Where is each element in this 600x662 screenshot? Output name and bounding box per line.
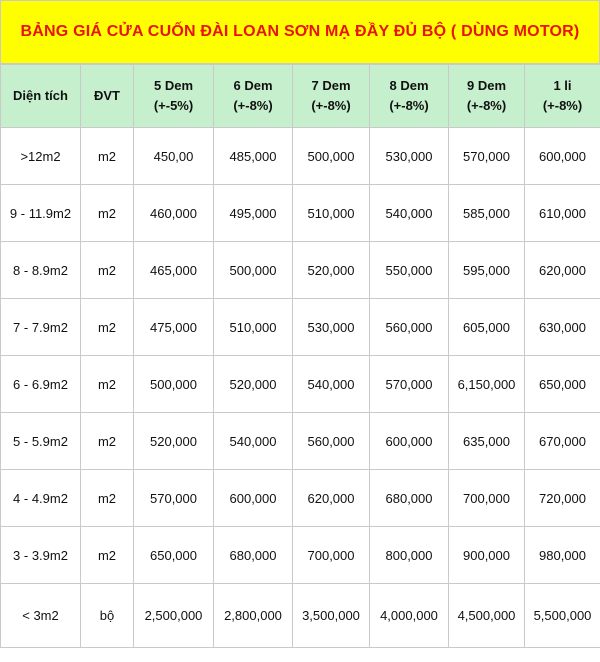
table-row <box>1 185 600 242</box>
header-6dem <box>214 65 293 128</box>
page-title: BẢNG GIÁ CỬA CUỐN ĐÀI LOAN SƠN MẠ ĐẦY ĐỦ BỘ ( DÙNG MOTOR) <box>0 0 600 64</box>
cell-unit: m2 <box>81 527 134 584</box>
cell-price: 520,000 <box>293 242 370 299</box>
cell-price: 465,000 <box>134 242 214 299</box>
cell-unit: m2 <box>81 413 134 470</box>
cell-area: 5 - 5.9m2 <box>1 413 81 470</box>
cell-price: 900,000 <box>449 527 525 584</box>
cell-unit: m2 <box>81 242 134 299</box>
table-row <box>1 356 600 413</box>
cell-price: 635,000 <box>449 413 525 470</box>
table-body <box>1 128 600 648</box>
cell-price: 800,000 <box>370 527 449 584</box>
header-9dem-tolerance: (+-8%) <box>466 98 507 113</box>
cell-price: 3,500,000 <box>293 584 370 648</box>
table-row <box>1 527 600 584</box>
cell-unit: m2 <box>81 299 134 356</box>
table-row <box>1 242 600 299</box>
cell-price: 570,000 <box>370 356 449 413</box>
header-5dem-label: 5 Dem <box>153 78 194 93</box>
cell-price: 495,000 <box>214 185 293 242</box>
cell-price: 605,000 <box>449 299 525 356</box>
cell-price: 500,000 <box>134 356 214 413</box>
header-unit <box>81 65 134 128</box>
header-area <box>1 65 81 128</box>
header-8dem-label: 8 Dem <box>389 78 429 93</box>
header-row <box>1 65 600 128</box>
cell-price: 650,000 <box>134 527 214 584</box>
cell-price: 6,150,000 <box>449 356 525 413</box>
table-row <box>1 128 600 185</box>
cell-area: 4 - 4.9m2 <box>1 470 81 527</box>
cell-unit: m2 <box>81 185 134 242</box>
cell-price: 650,000 <box>525 356 600 413</box>
cell-unit: m2 <box>81 128 134 185</box>
cell-price: 570,000 <box>134 470 214 527</box>
cell-area: 3 - 3.9m2 <box>1 527 81 584</box>
cell-area: 7 - 7.9m2 <box>1 299 81 356</box>
header-7dem-tolerance: (+-8%) <box>311 98 351 113</box>
cell-price: 700,000 <box>449 470 525 527</box>
header-9dem <box>449 65 525 128</box>
header-8dem-tolerance: (+-8%) <box>389 98 429 113</box>
cell-price: 2,800,000 <box>214 584 293 648</box>
header-1li <box>525 65 600 128</box>
cell-price: 700,000 <box>293 527 370 584</box>
header-6dem-tolerance: (+-8%) <box>233 98 273 113</box>
cell-price: 670,000 <box>525 413 600 470</box>
cell-price: 530,000 <box>293 299 370 356</box>
cell-price: 510,000 <box>293 185 370 242</box>
cell-price: 500,000 <box>293 128 370 185</box>
cell-price: 610,000 <box>525 185 600 242</box>
cell-unit: m2 <box>81 356 134 413</box>
cell-price: 540,000 <box>214 413 293 470</box>
header-7dem-label: 7 Dem <box>311 78 351 93</box>
cell-price: 630,000 <box>525 299 600 356</box>
table-row <box>1 299 600 356</box>
cell-price: 520,000 <box>214 356 293 413</box>
header-9dem-label: 9 Dem <box>466 78 507 93</box>
header-area-label: Diện tích <box>13 88 68 103</box>
cell-price: 720,000 <box>525 470 600 527</box>
cell-price: 475,000 <box>134 299 214 356</box>
cell-price: 680,000 <box>370 470 449 527</box>
cell-price: 4,500,000 <box>449 584 525 648</box>
cell-price: 485,000 <box>214 128 293 185</box>
header-8dem <box>370 65 449 128</box>
header-unit-label: ĐVT <box>94 88 120 103</box>
cell-price: 620,000 <box>525 242 600 299</box>
table-row <box>1 470 600 527</box>
cell-price: 570,000 <box>449 128 525 185</box>
cell-price: 460,000 <box>134 185 214 242</box>
cell-price: 4,000,000 <box>370 584 449 648</box>
cell-price: 2,500,000 <box>134 584 214 648</box>
cell-price: 595,000 <box>449 242 525 299</box>
header-1li-tolerance: (+-8%) <box>542 98 583 113</box>
cell-price: 585,000 <box>449 185 525 242</box>
cell-price: 560,000 <box>370 299 449 356</box>
cell-price: 450,00 <box>134 128 214 185</box>
header-5dem-tolerance: (+-5%) <box>153 98 194 113</box>
cell-price: 600,000 <box>214 470 293 527</box>
header-5dem <box>134 65 214 128</box>
table-header <box>1 65 600 128</box>
cell-price: 540,000 <box>370 185 449 242</box>
cell-area: 6 - 6.9m2 <box>1 356 81 413</box>
cell-price: 620,000 <box>293 470 370 527</box>
cell-unit: bộ <box>81 584 134 648</box>
cell-area: < 3m2 <box>1 584 81 648</box>
header-1li-label: 1 li <box>553 78 572 93</box>
cell-price: 520,000 <box>134 413 214 470</box>
cell-price: 600,000 <box>525 128 600 185</box>
cell-price: 680,000 <box>214 527 293 584</box>
cell-area: >12m2 <box>1 128 81 185</box>
cell-area: 9 - 11.9m2 <box>1 185 81 242</box>
cell-price: 600,000 <box>370 413 449 470</box>
cell-price: 510,000 <box>214 299 293 356</box>
cell-price: 980,000 <box>525 527 600 584</box>
cell-unit: m2 <box>81 470 134 527</box>
cell-price: 5,500,000 <box>525 584 600 648</box>
cell-price: 500,000 <box>214 242 293 299</box>
cell-area: 8 - 8.9m2 <box>1 242 81 299</box>
cell-price: 560,000 <box>293 413 370 470</box>
table-row <box>1 584 600 648</box>
price-table <box>0 64 600 648</box>
header-7dem <box>293 65 370 128</box>
cell-price: 550,000 <box>370 242 449 299</box>
header-6dem-label: 6 Dem <box>233 78 273 93</box>
cell-price: 530,000 <box>370 128 449 185</box>
table-row <box>1 413 600 470</box>
cell-price: 540,000 <box>293 356 370 413</box>
